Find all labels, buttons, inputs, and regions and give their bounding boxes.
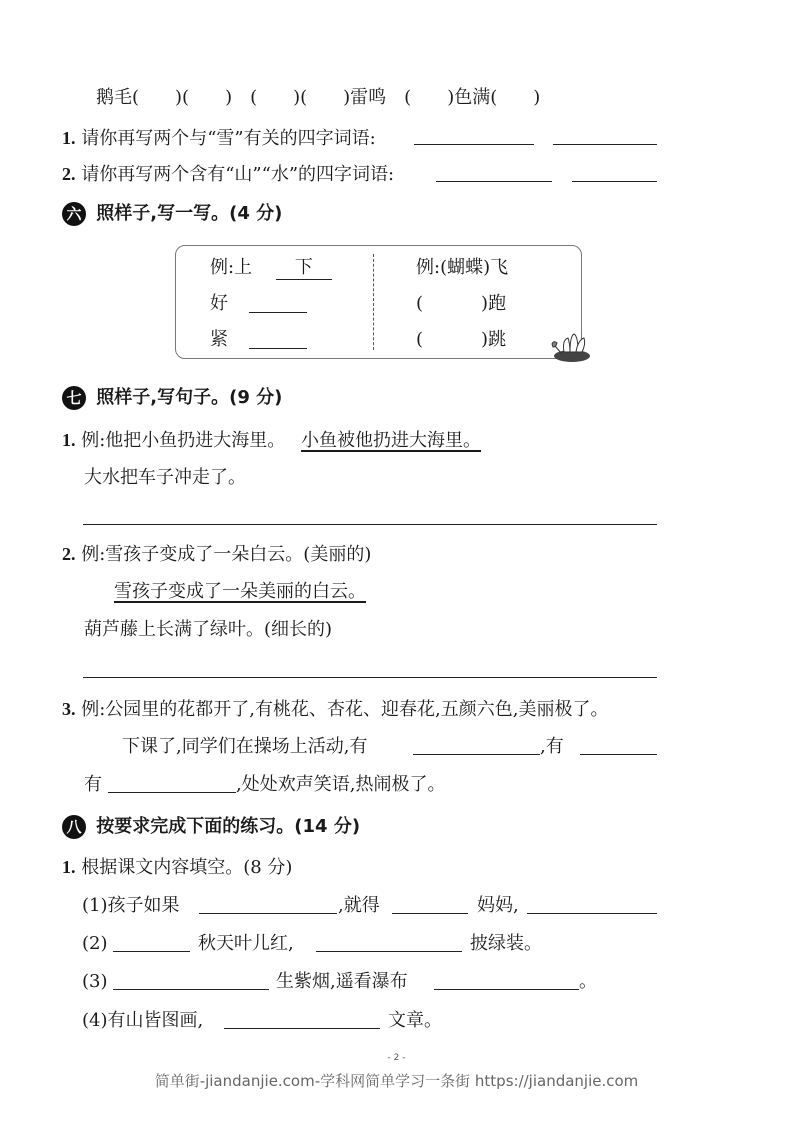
item-text: (4)有山皆图画,: [82, 1010, 204, 1031]
item-text: (3): [82, 971, 108, 992]
item-text: (2): [82, 933, 108, 954]
close-paren: ): [481, 293, 489, 314]
fill-item-1-b: [338, 894, 380, 918]
s7-question-2-answer: [114, 580, 366, 604]
question-number: 2.: [62, 164, 76, 184]
idiom-fill-text: 鹅毛( )( ) ( )( )雷鸣 ( )色满( ): [96, 87, 541, 108]
s7-question-1-prompt: [84, 466, 246, 490]
example-sentence: 例:他把小鱼扔进大海里。: [81, 430, 286, 451]
example-answer: 小鱼被他扔进大海里。: [301, 430, 482, 451]
left-item-1: [210, 292, 228, 316]
fill-item-2: [82, 932, 108, 956]
s7-question-2-example: [62, 542, 371, 567]
answer-blank[interactable]: [316, 951, 462, 952]
section-8-heading: [62, 814, 360, 840]
fill-item-3-b: [276, 970, 408, 994]
fill-item-1: [82, 894, 180, 918]
answer-blank[interactable]: [249, 348, 307, 349]
watermark: 简单街-jiandanjie.com-学科网简单学习一条街 https://jiandanjie.com: [154, 1072, 639, 1090]
s7-question-2-prompt: [84, 618, 332, 642]
s7-question-1-example: [62, 428, 481, 453]
item-text: 。: [579, 971, 597, 992]
open-paren: (: [416, 329, 424, 350]
section-6-heading: [62, 201, 282, 227]
s7-question-3-example: [62, 697, 608, 722]
left-item-2: [210, 328, 228, 352]
answer-blank[interactable]: [553, 144, 657, 145]
answer-blank[interactable]: [580, 754, 657, 755]
prompt-text: 有: [84, 774, 102, 795]
answer-blank[interactable]: [392, 913, 468, 914]
item-char: 好: [210, 293, 228, 314]
right-item-2[interactable]: [416, 328, 506, 352]
item-text: 妈妈,: [477, 895, 519, 916]
answer-blank[interactable]: [436, 181, 552, 182]
item-char: 跑: [488, 293, 507, 314]
s7-question-3-line1: [122, 735, 367, 759]
question-number: 1.: [62, 128, 76, 148]
fill-item-4: [82, 1009, 203, 1033]
section-number-badge: 八: [62, 815, 86, 839]
answer-blank[interactable]: [527, 913, 657, 914]
section-title: 照样子,写一写。(4 分): [96, 203, 283, 224]
lotus-icon: [548, 330, 592, 364]
answer-blank[interactable]: [413, 754, 540, 755]
answer-blank[interactable]: [249, 312, 307, 313]
question-number: 1.: [62, 430, 76, 450]
question-text: 请你再写两个与“雪”有关的四字词语:: [81, 128, 376, 149]
question-1-snow-idioms: [62, 126, 376, 151]
section-title: 照样子,写句子。(9 分): [96, 387, 283, 408]
question-number: 3.: [62, 699, 76, 719]
answer-line[interactable]: [83, 524, 657, 525]
answer-blank[interactable]: [414, 144, 534, 145]
example-answer: 雪孩子变成了一朵美丽的白云。: [114, 581, 366, 602]
item-text: 文章。: [388, 1010, 442, 1031]
answer-blank[interactable]: [224, 1028, 380, 1029]
fill-item-2-b: [198, 932, 294, 956]
fill-item-3: [82, 970, 108, 994]
section-number-badge: 七: [62, 386, 86, 410]
s7-question-3-line2: [84, 773, 102, 797]
item-char: 紧: [210, 329, 228, 350]
example-box: [175, 245, 582, 359]
answer-blank[interactable]: [434, 989, 579, 990]
example-label: 例:上: [210, 257, 253, 278]
s8-question-1-title: [62, 855, 292, 880]
answer-line[interactable]: [83, 677, 657, 678]
example-answer: 下: [276, 257, 332, 280]
s7-question-3-line2b: [236, 773, 445, 797]
item-text: ,就得: [338, 895, 380, 916]
question-text: 请你再写两个含有“山”“水”的四字词语:: [81, 164, 395, 185]
prompt-sentence: 葫芦藤上长满了绿叶。(细长的): [84, 619, 333, 640]
fill-item-3-c: [579, 970, 597, 994]
answer-blank[interactable]: [199, 913, 337, 914]
section-number-badge: 六: [62, 202, 86, 226]
prompt-text: ,处处欢声笑语,热闹极了。: [236, 774, 446, 795]
right-example: [416, 256, 508, 280]
open-paren: (: [416, 293, 424, 314]
example-sentence: 例:雪孩子变成了一朵白云。(美丽的): [81, 544, 372, 565]
item-text: (1)孩子如果: [82, 895, 180, 916]
question-text: 根据课文内容填空。(8 分): [81, 857, 293, 878]
answer-blank[interactable]: [113, 951, 190, 952]
answer-blank[interactable]: [113, 989, 269, 990]
answer-blank[interactable]: [572, 181, 657, 182]
item-text: 生紫烟,遥看瀑布: [276, 971, 408, 992]
prompt-text: ,有: [540, 736, 564, 757]
prompt-text: 下课了,同学们在操场上活动,有: [122, 736, 368, 757]
question-number: 2.: [62, 544, 76, 564]
section-7-heading: [62, 385, 282, 411]
s7-question-3-line1b: [540, 735, 564, 759]
close-paren: ): [481, 329, 489, 350]
question-number: 1.: [62, 857, 76, 877]
example-text: 例:(蝴蝶)飞: [416, 257, 509, 278]
idiom-fill-line: [96, 86, 540, 110]
item-text: 秋天叶儿红,: [198, 933, 294, 954]
right-item-1[interactable]: [416, 292, 506, 316]
answer-blank[interactable]: [108, 792, 236, 793]
fill-item-1-c: [477, 894, 519, 918]
left-example: [210, 256, 332, 280]
prompt-sentence: 大水把车子冲走了。: [84, 467, 246, 488]
item-text: 披绿装。: [470, 933, 542, 954]
fill-item-2-c: [470, 932, 542, 956]
page-number: - 2 -: [387, 1053, 406, 1063]
dashed-divider: [373, 254, 374, 350]
fill-item-4-b: [388, 1009, 442, 1033]
item-char: 跳: [488, 329, 507, 350]
section-title: 按要求完成下面的练习。(14 分): [96, 816, 361, 837]
question-2-mountain-water-idioms: [62, 162, 394, 187]
example-sentence: 例:公园里的花都开了,有桃花、杏花、迎春花,五颜六色,美丽极了。: [81, 699, 609, 720]
